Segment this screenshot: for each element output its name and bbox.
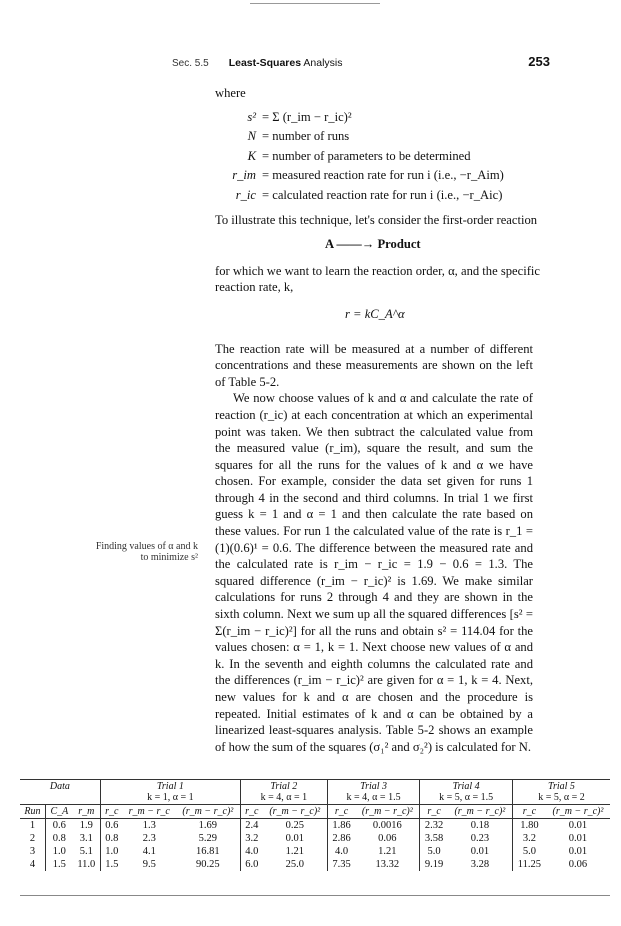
table-cell: 0.01	[568, 833, 588, 845]
table-cell: 11.0	[77, 859, 96, 871]
table-cell: 0.6	[45, 819, 72, 833]
table-cell: 2.3	[142, 833, 156, 845]
definition	[226, 127, 586, 147]
trial-header	[240, 780, 327, 805]
table-cell: 1.3	[142, 820, 156, 832]
column-header: r_c	[512, 805, 545, 819]
table-cell: 3.2	[240, 832, 262, 845]
definition-text: = calculated reaction rate for run i (i.e., −r_Aic)	[262, 187, 503, 202]
trial-name: Trial 3	[360, 781, 388, 793]
table-cell: 3.2	[512, 832, 545, 845]
table-cell: 0.0016	[372, 820, 402, 832]
table-cell: 1.69	[198, 820, 218, 832]
trial-name: Trial 4	[452, 781, 480, 793]
paragraph: The reaction rate will be measured at a number of different concentrations and these measurements are shown on the left of Table 5-2.	[215, 341, 533, 389]
reaction-equation: A ——→ Product	[325, 237, 421, 252]
table-body	[20, 819, 610, 872]
definition-symbol: s²	[247, 109, 256, 124]
table-cell: 2.4	[240, 819, 262, 833]
definition-text: = number of parameters to be determined	[262, 148, 471, 163]
trial-header	[327, 780, 420, 805]
column-header: r_m	[78, 806, 95, 818]
table-cell: 16.81	[196, 846, 220, 858]
trial-params: k = 5, α = 2	[538, 792, 585, 804]
table-cell: 5.0	[420, 845, 448, 858]
title-rest: Analysis	[301, 57, 343, 69]
table-cell: 90.25	[196, 859, 220, 871]
table-cell: 5.29	[198, 833, 218, 845]
definition-symbol: r_im	[232, 168, 256, 183]
definition	[226, 186, 586, 206]
table-5-2	[20, 779, 610, 871]
column-header: r_c	[100, 805, 122, 819]
table-cell: 0.6	[100, 819, 122, 833]
table-cell: 1.9	[79, 820, 93, 832]
table-cell: 3.58	[420, 832, 448, 845]
column-header: r_c	[240, 805, 262, 819]
where-label: where	[215, 86, 246, 100]
definition-symbol: N	[247, 129, 256, 144]
table-cell: 3.1	[79, 833, 93, 845]
definition-text: = number of runs	[262, 129, 350, 144]
table-container	[20, 779, 610, 871]
table-row	[20, 845, 610, 858]
table-cell: 2.32	[420, 819, 448, 833]
table-cell: 0.01	[568, 820, 588, 832]
table-cell: 1.86	[327, 819, 355, 833]
definitions-list	[226, 108, 586, 206]
definition-symbol: K	[247, 148, 256, 163]
table-cell: 0.06	[378, 833, 397, 845]
section-label: Sec. 5.5	[172, 58, 209, 69]
table-cell: 1.21	[285, 846, 304, 858]
table-row	[20, 832, 610, 845]
definition	[226, 147, 586, 167]
column-header: r_c	[327, 805, 355, 819]
table-cell: 2.86	[327, 832, 355, 845]
table-cell: 2	[29, 833, 36, 845]
column-header: (r_m − r_c)²	[182, 806, 234, 818]
column-header: r_m − r_c	[128, 806, 170, 818]
table-row	[20, 819, 610, 833]
table-cell: 0.01	[470, 846, 490, 858]
trial-name: Trial 2	[270, 781, 298, 793]
table-row	[20, 858, 610, 871]
column-header: r_c	[420, 805, 448, 819]
table-cell: 0.25	[285, 820, 304, 832]
trial-params: k = 4, α = 1	[260, 792, 308, 804]
table-cell: 9.19	[420, 858, 448, 871]
rate-law: r = kC_A^α	[345, 306, 405, 321]
definition-text: = Σ (r_im − r_ic)²	[262, 109, 352, 124]
illustrate-sentence: To illustrate this technique, let's consider the first-order reaction	[215, 212, 538, 227]
table-cell: 1.80	[512, 819, 545, 833]
table-cell: 9.5	[142, 859, 156, 871]
column-header: (r_m − r_c)²	[361, 806, 413, 818]
table-cell: 1.5	[100, 858, 122, 871]
table-cell: 25.0	[285, 859, 304, 871]
table-cell: 0.8	[45, 832, 72, 845]
document-page	[0, 3, 621, 926]
bottom-rule	[20, 895, 610, 896]
definition-symbol: r_ic	[235, 187, 256, 202]
body-text	[215, 341, 533, 756]
table-cell: 6.0	[240, 858, 262, 871]
trial-params: k = 5, α = 1.5	[439, 792, 494, 804]
page-number: 253	[528, 54, 550, 69]
for-which-sentence: for which we want to learn the reaction order, α, and the specific reaction rate, k,	[215, 263, 541, 295]
trial-params: k = 4, α = 1.5	[346, 792, 401, 804]
table-cell: 7.35	[327, 858, 355, 871]
table-cell: 0.06	[568, 859, 588, 871]
running-header	[172, 54, 550, 69]
table-cell: 0.18	[470, 820, 490, 832]
trial-params: k = 1, α = 1	[147, 792, 194, 804]
table-cell: 5.1	[79, 846, 93, 858]
table-cell: 1.0	[100, 845, 122, 858]
table-cell: 1.21	[378, 846, 397, 858]
table-cell: 0.01	[568, 846, 588, 858]
table-cell: 5.0	[512, 845, 545, 858]
column-header: (r_m − r_c)²	[454, 806, 506, 818]
top-rule	[250, 3, 380, 4]
column-header: (r_m − r_c)²	[552, 806, 604, 818]
table-cell: 4.0	[240, 845, 262, 858]
trial-header	[100, 780, 240, 805]
definition	[226, 166, 586, 186]
trial-name: Trial 1	[156, 781, 184, 793]
table-cell: 0.8	[100, 832, 122, 845]
trial-name: Trial 5	[547, 781, 575, 793]
title-bold: Least-Squares	[228, 57, 302, 69]
column-header-row	[20, 805, 610, 819]
table-cell: 11.25	[512, 858, 545, 871]
column-header: C_A	[45, 805, 72, 819]
table-cell: 1.0	[45, 845, 72, 858]
trial-header	[420, 780, 513, 805]
table-cell: 1.5	[45, 858, 72, 871]
table-cell: 3.28	[470, 859, 490, 871]
table-cell: 4	[29, 859, 36, 871]
table-cell: 0.01	[285, 833, 304, 845]
paragraph: We now choose values of k and α and calculate the rate of reaction (r_ic) at each concentration at which an experimental point was taken. We then subtract the calculated value from the measured value (r_im), square the result, and sum the squares for all the runs for the values of k and α we have chosen. For example, consider the data set given for runs 1 through 4 in the second and third columns. In trial 1 we first guess k = 1 and α = 1 and then calculate the rate based on these values. For run 1 the calculated value of the rate is r_1 = (1)(0.6)¹ = 0.6. The difference between the measured rate and the calculated rate is r_im − r_ic = 1.9 − 0.6 = 1.3. The squared difference (r_im − r_ic)² is 1.69. We make similar calculations for runs 2 through 4 and they are shown in the sixth column. Next we sum up all the squared differences [s² = Σ(r_im − r_ic)²] for all the runs and obtain s² = 114.04 for the values chosen: α = 1, k = 1. Next choose new values of α and k. In the seventh and eighth columns the calculated rate and the differences (r_im − r_ic)² are given for α = 1, k = 4. Next, new values for k and α are chosen and the procedure is repeated. Initial estimates of k and α can be obtained by a linearized least-squares analysis. Table 5-2 shows an example of how the sum of the squares (σ₁² and σ₂²) is calculated for N.	[215, 391, 533, 754]
trial-header	[512, 780, 610, 805]
definition	[226, 108, 586, 128]
body-section	[0, 341, 621, 756]
table-cell: 3	[29, 846, 36, 858]
table-cell: 13.32	[375, 859, 400, 871]
column-header: Run	[24, 806, 41, 818]
running-title	[229, 57, 529, 69]
definition-text: = measured reaction rate for run i (i.e., −r_Aim)	[262, 168, 504, 183]
table-cell: 0.23	[470, 833, 490, 845]
column-header: (r_m − r_c)²	[269, 806, 321, 818]
table-cell: 4.1	[142, 846, 156, 858]
table-cell: 4.0	[327, 845, 355, 858]
margin-note: Finding values of α and k to minimize s²	[95, 540, 198, 563]
table-cell: 1	[29, 820, 36, 832]
data-header: Data	[49, 781, 70, 793]
